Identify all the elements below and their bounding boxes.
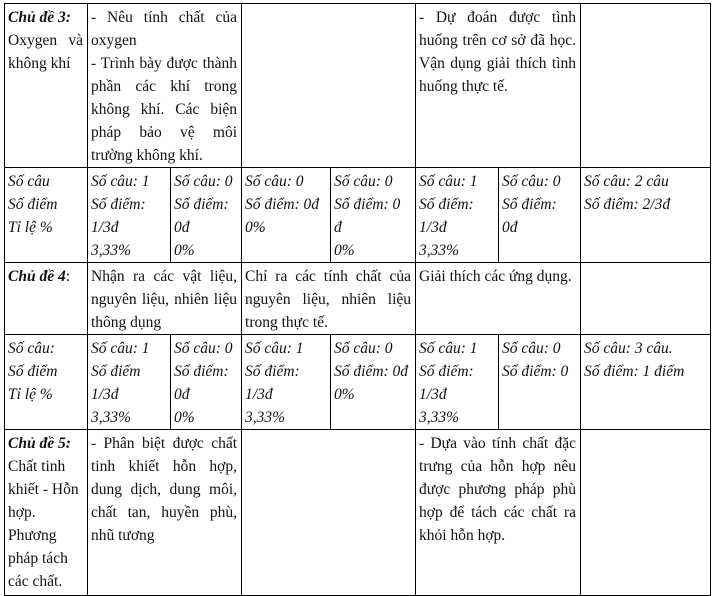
points: Số điểm: 0 bbox=[502, 363, 569, 380]
percent: 3,33% bbox=[245, 409, 286, 426]
points: Số điểm: 0đ bbox=[502, 196, 557, 236]
points: Số điểm: 1/3đ bbox=[91, 196, 146, 236]
application-cell: Giải thích các ứng dụng. bbox=[416, 263, 581, 335]
percent: 0% bbox=[174, 409, 195, 426]
count: Số câu: 1 bbox=[245, 340, 304, 357]
topic-desc: Oxygen và không khí bbox=[8, 32, 83, 72]
points: Số điểm: 2/3đ bbox=[584, 196, 671, 213]
points: Số điểm: 1/3đ bbox=[245, 363, 300, 403]
score-cell bbox=[331, 168, 416, 263]
count: Số câu: 0 bbox=[502, 340, 561, 357]
percent: 3,33% bbox=[91, 409, 132, 426]
points: Số điểm: 0 đ bbox=[334, 196, 401, 236]
total-cell bbox=[581, 263, 711, 335]
topic-4-score-row bbox=[5, 335, 711, 430]
topic-suffix: : bbox=[65, 268, 71, 285]
points: Số điểm: 1/3đ bbox=[419, 363, 474, 403]
count: Số câu: 1 bbox=[91, 173, 150, 190]
score-label-cell bbox=[5, 335, 88, 430]
count: Số câu: 0 bbox=[174, 173, 233, 190]
topic-4-cell bbox=[5, 263, 88, 335]
count: Số câu: 1 bbox=[91, 340, 150, 357]
score-cell bbox=[416, 335, 499, 430]
score-cell bbox=[171, 335, 242, 430]
topic-desc: Chất tinh khiết - Hỗn hợp. Phương pháp tách các chất. bbox=[8, 458, 79, 590]
count: Số câu: 0 bbox=[502, 173, 561, 190]
label-percent: Tỉ lệ % bbox=[8, 219, 53, 236]
percent: 0% bbox=[174, 242, 195, 259]
score-cell bbox=[171, 168, 242, 263]
application-cell: - Dự đoán được tình huống trên cơ sở đã học. Vận dụng giải thích tình huống thực tế. bbox=[416, 4, 581, 168]
label-points: Số điểm bbox=[8, 196, 58, 213]
count: Số câu: 0 bbox=[174, 340, 233, 357]
count: Số câu: 0 bbox=[245, 173, 304, 190]
understanding-cell bbox=[242, 430, 416, 596]
total-score-cell bbox=[581, 335, 711, 430]
points: Số điểm: 1 điểm bbox=[584, 363, 685, 380]
score-cell bbox=[499, 335, 581, 430]
score-cell bbox=[242, 168, 331, 263]
topic-3-row bbox=[5, 4, 711, 168]
understanding-cell: Chỉ ra các tính chất của nguyên liệu, nhiên liệu trong thực tế. bbox=[242, 263, 416, 335]
count: Số câu: 3 câu. bbox=[584, 340, 673, 357]
label-percent: Tỉ lệ % bbox=[8, 386, 53, 403]
topic-title: Chủ đề 5: bbox=[8, 435, 71, 452]
points: Số điểm: 0đ bbox=[245, 196, 320, 213]
percent: 3,33% bbox=[91, 242, 132, 259]
score-cell bbox=[416, 168, 499, 263]
percent: 0% bbox=[245, 219, 266, 236]
count: Số câu: 0 bbox=[334, 340, 393, 357]
percent: 3,33% bbox=[419, 242, 460, 259]
percent: 0% bbox=[334, 242, 355, 259]
label-points: Số điểm bbox=[8, 363, 58, 380]
topic-5-cell bbox=[5, 430, 88, 596]
score-label-cell bbox=[5, 168, 88, 263]
label-count: Số câu: bbox=[8, 340, 55, 357]
score-cell bbox=[88, 168, 171, 263]
understanding-cell bbox=[242, 4, 416, 168]
topic-title: Chủ đề 3: bbox=[8, 9, 71, 26]
topic-3-cell bbox=[5, 4, 88, 168]
application-cell: - Dựa vào tính chất đặc trưng của hỗn hợp nêu được phương pháp phù hợp để tách các chất ra khỏi hỗn hợp. bbox=[416, 430, 581, 596]
recognition-cell: - Nêu tính chất của oxygen - Trình bày được thành phần các khí trong không khí. Các biện pháp bảo vệ môi trường không khí. bbox=[88, 4, 242, 168]
matrix-table bbox=[4, 3, 711, 596]
score-cell bbox=[331, 335, 416, 430]
label-count: Số câu bbox=[8, 173, 50, 190]
percent: 0% bbox=[334, 386, 355, 403]
total-cell bbox=[581, 4, 711, 168]
score-cell bbox=[499, 168, 581, 263]
count: Số câu: 0 bbox=[334, 173, 393, 190]
total-cell bbox=[581, 430, 711, 596]
points: Số điểm: 0đ bbox=[174, 196, 229, 236]
points: Số điểm: 0đ bbox=[334, 363, 409, 380]
points: Số điểm: 1/3đ bbox=[419, 196, 474, 236]
count: Số câu: 1 bbox=[419, 340, 478, 357]
count: Số câu: 2 câu bbox=[584, 173, 669, 190]
topic-title: Chủ đề 4 bbox=[8, 268, 66, 285]
count: Số câu: 1 bbox=[419, 173, 478, 190]
points: Số điểm: 0đ bbox=[174, 363, 229, 403]
score-cell bbox=[242, 335, 331, 430]
percent: 3,33% bbox=[419, 409, 460, 426]
score-cell bbox=[88, 335, 171, 430]
recognition-cell: - Phân biệt được chất tinh khiết hỗn hợp, dung dịch, dung môi, chất tan, huyền phù, nhũ tương bbox=[88, 430, 242, 596]
topic-3-score-row bbox=[5, 168, 711, 263]
points: Số điểm 1/3đ bbox=[91, 363, 141, 403]
topic-5-row bbox=[5, 430, 711, 596]
topic-4-row bbox=[5, 263, 711, 335]
total-score-cell bbox=[581, 168, 711, 263]
recognition-cell: Nhận ra các vật liệu, nguyên liệu, nhiên liệu thông dụng bbox=[88, 263, 242, 335]
